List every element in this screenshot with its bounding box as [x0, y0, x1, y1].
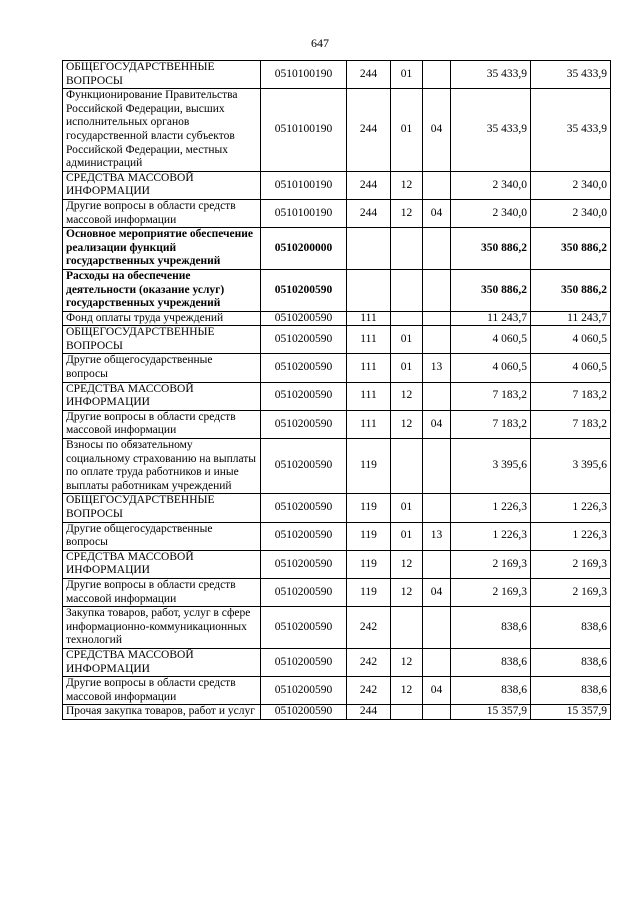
amount-year-2: 838,6	[531, 648, 611, 676]
section-code: 12	[391, 410, 423, 438]
target-article-code: 0510100190	[261, 171, 347, 199]
table-row	[63, 677, 611, 705]
section-code: 12	[391, 382, 423, 410]
amount-year-2: 7 183,2	[531, 410, 611, 438]
table-row	[63, 269, 611, 311]
row-name: Другие вопросы в области средств массовой информации	[63, 578, 261, 606]
table-row	[63, 550, 611, 578]
row-name: ОБЩЕГОСУДАРСТВЕННЫЕ ВОПРОСЫ	[63, 61, 261, 89]
subsection-code	[423, 228, 451, 270]
subsection-code: 04	[423, 677, 451, 705]
row-name: СРЕДСТВА МАССОВОЙ ИНФОРМАЦИИ	[63, 382, 261, 410]
amount-year-1: 2 169,3	[451, 550, 531, 578]
target-article-code: 0510200590	[261, 382, 347, 410]
target-article-code: 0510100190	[261, 199, 347, 227]
row-name: ОБЩЕГОСУДАРСТВЕННЫЕ ВОПРОСЫ	[63, 326, 261, 354]
subsection-code: 13	[423, 522, 451, 550]
target-article-code: 0510100190	[261, 89, 347, 172]
section-code	[391, 311, 423, 326]
section-code	[391, 439, 423, 494]
amount-year-2: 1 226,3	[531, 494, 611, 522]
expense-type-code: 242	[347, 607, 391, 649]
target-article-code: 0510200590	[261, 550, 347, 578]
amount-year-1: 4 060,5	[451, 326, 531, 354]
expense-type-code: 244	[347, 89, 391, 172]
table-row	[63, 199, 611, 227]
subsection-code: 04	[423, 89, 451, 172]
target-article-code: 0510200590	[261, 677, 347, 705]
amount-year-1: 350 886,2	[451, 228, 531, 270]
amount-year-1: 838,6	[451, 648, 531, 676]
target-article-code: 0510200590	[261, 648, 347, 676]
expense-type-code: 111	[347, 410, 391, 438]
amount-year-2: 11 243,7	[531, 311, 611, 326]
expense-type-code: 119	[347, 439, 391, 494]
expense-type-code: 242	[347, 648, 391, 676]
row-name: Прочая закупка товаров, работ и услуг	[63, 705, 261, 720]
section-code: 12	[391, 578, 423, 606]
section-code: 12	[391, 171, 423, 199]
amount-year-2: 2 340,0	[531, 171, 611, 199]
amount-year-2: 350 886,2	[531, 269, 611, 311]
amount-year-2: 3 395,6	[531, 439, 611, 494]
amount-year-1: 1 226,3	[451, 522, 531, 550]
amount-year-1: 2 340,0	[451, 171, 531, 199]
amount-year-2: 350 886,2	[531, 228, 611, 270]
target-article-code: 0510200590	[261, 522, 347, 550]
expense-type-code: 244	[347, 61, 391, 89]
amount-year-1: 15 357,9	[451, 705, 531, 720]
target-article-code: 0510200590	[261, 410, 347, 438]
row-name: Основное мероприятие обеспечение реализации функций государственных учреждений	[63, 228, 261, 270]
section-code: 01	[391, 89, 423, 172]
target-article-code: 0510200590	[261, 705, 347, 720]
amount-year-1: 4 060,5	[451, 354, 531, 382]
amount-year-1: 3 395,6	[451, 439, 531, 494]
section-code	[391, 607, 423, 649]
subsection-code: 04	[423, 578, 451, 606]
amount-year-1: 11 243,7	[451, 311, 531, 326]
section-code: 12	[391, 199, 423, 227]
subsection-code	[423, 705, 451, 720]
subsection-code	[423, 607, 451, 649]
subsection-code: 04	[423, 199, 451, 227]
table-row	[63, 171, 611, 199]
amount-year-1: 2 169,3	[451, 578, 531, 606]
subsection-code	[423, 382, 451, 410]
subsection-code	[423, 311, 451, 326]
subsection-code	[423, 171, 451, 199]
subsection-code	[423, 494, 451, 522]
amount-year-2: 4 060,5	[531, 354, 611, 382]
amount-year-2: 838,6	[531, 607, 611, 649]
row-name: Расходы на обеспечение деятельности (оказание услуг) государственных учреждений	[63, 269, 261, 311]
target-article-code: 0510200590	[261, 607, 347, 649]
expense-type-code: 111	[347, 326, 391, 354]
subsection-code	[423, 550, 451, 578]
amount-year-2: 1 226,3	[531, 522, 611, 550]
target-article-code: 0510200590	[261, 311, 347, 326]
table-row	[63, 311, 611, 326]
section-code: 12	[391, 677, 423, 705]
expense-type-code: 119	[347, 522, 391, 550]
table-row	[63, 522, 611, 550]
row-name: СРЕДСТВА МАССОВОЙ ИНФОРМАЦИИ	[63, 171, 261, 199]
budget-table	[62, 60, 611, 720]
amount-year-2: 2 169,3	[531, 578, 611, 606]
amount-year-2: 15 357,9	[531, 705, 611, 720]
amount-year-2: 7 183,2	[531, 382, 611, 410]
amount-year-2: 2 169,3	[531, 550, 611, 578]
table-row	[63, 648, 611, 676]
amount-year-2: 838,6	[531, 677, 611, 705]
table-row	[63, 705, 611, 720]
amount-year-1: 35 433,9	[451, 89, 531, 172]
row-name: Фонд оплаты труда учреждений	[63, 311, 261, 326]
expense-type-code: 242	[347, 677, 391, 705]
row-name: Другие вопросы в области средств массовой информации	[63, 677, 261, 705]
target-article-code: 0510200590	[261, 269, 347, 311]
row-name: Взносы по обязательному социальному страхованию на выплаты по оплате труда работников и иные выплаты работникам учреждений	[63, 439, 261, 494]
expense-type-code: 244	[347, 199, 391, 227]
expense-type-code: 111	[347, 311, 391, 326]
expense-type-code: 111	[347, 382, 391, 410]
row-name: Другие общегосударственные вопросы	[63, 522, 261, 550]
expense-type-code	[347, 228, 391, 270]
section-code: 01	[391, 61, 423, 89]
table-row	[63, 326, 611, 354]
section-code	[391, 705, 423, 720]
amount-year-1: 350 886,2	[451, 269, 531, 311]
section-code: 12	[391, 648, 423, 676]
expense-type-code: 119	[347, 494, 391, 522]
expense-type-code: 244	[347, 171, 391, 199]
target-article-code: 0510200000	[261, 228, 347, 270]
subsection-code	[423, 326, 451, 354]
amount-year-1: 838,6	[451, 607, 531, 649]
section-code: 01	[391, 326, 423, 354]
table-row	[63, 382, 611, 410]
row-name: Другие общегосударственные вопросы	[63, 354, 261, 382]
row-name: ОБЩЕГОСУДАРСТВЕННЫЕ ВОПРОСЫ	[63, 494, 261, 522]
section-code: 01	[391, 522, 423, 550]
row-name: Другие вопросы в области средств массовой информации	[63, 199, 261, 227]
subsection-code	[423, 269, 451, 311]
amount-year-2: 35 433,9	[531, 61, 611, 89]
subsection-code	[423, 61, 451, 89]
expense-type-code	[347, 269, 391, 311]
table-row	[63, 228, 611, 270]
row-name: СРЕДСТВА МАССОВОЙ ИНФОРМАЦИИ	[63, 550, 261, 578]
amount-year-2: 4 060,5	[531, 326, 611, 354]
amount-year-1: 1 226,3	[451, 494, 531, 522]
table-row	[63, 410, 611, 438]
amount-year-1: 35 433,9	[451, 61, 531, 89]
amount-year-2: 2 340,0	[531, 199, 611, 227]
table-row	[63, 578, 611, 606]
amount-year-1: 7 183,2	[451, 382, 531, 410]
table-row	[63, 607, 611, 649]
amount-year-1: 2 340,0	[451, 199, 531, 227]
section-code: 01	[391, 494, 423, 522]
page-number: 647	[311, 36, 329, 50]
row-name: СРЕДСТВА МАССОВОЙ ИНФОРМАЦИИ	[63, 648, 261, 676]
section-code	[391, 228, 423, 270]
target-article-code: 0510100190	[261, 61, 347, 89]
expense-type-code: 111	[347, 354, 391, 382]
target-article-code: 0510200590	[261, 494, 347, 522]
subsection-code	[423, 439, 451, 494]
row-name: Другие вопросы в области средств массовой информации	[63, 410, 261, 438]
expense-type-code: 244	[347, 705, 391, 720]
section-code: 12	[391, 550, 423, 578]
target-article-code: 0510200590	[261, 354, 347, 382]
table-row	[63, 89, 611, 172]
target-article-code: 0510200590	[261, 326, 347, 354]
row-name: Функционирование Правительства Российской Федерации, высших исполнительных органов государственной власти субъектов Российской Федерации, местных администраций	[63, 89, 261, 172]
subsection-code: 04	[423, 410, 451, 438]
table-row	[63, 439, 611, 494]
amount-year-1: 838,6	[451, 677, 531, 705]
table-row	[63, 354, 611, 382]
table-row	[63, 494, 611, 522]
subsection-code: 13	[423, 354, 451, 382]
target-article-code: 0510200590	[261, 578, 347, 606]
subsection-code	[423, 648, 451, 676]
table-row	[63, 61, 611, 89]
target-article-code: 0510200590	[261, 439, 347, 494]
section-code	[391, 269, 423, 311]
expense-type-code: 119	[347, 578, 391, 606]
section-code: 01	[391, 354, 423, 382]
amount-year-1: 7 183,2	[451, 410, 531, 438]
row-name: Закупка товаров, работ, услуг в сфере информационно-коммуникационных технологий	[63, 607, 261, 649]
amount-year-2: 35 433,9	[531, 89, 611, 172]
expense-type-code: 119	[347, 550, 391, 578]
